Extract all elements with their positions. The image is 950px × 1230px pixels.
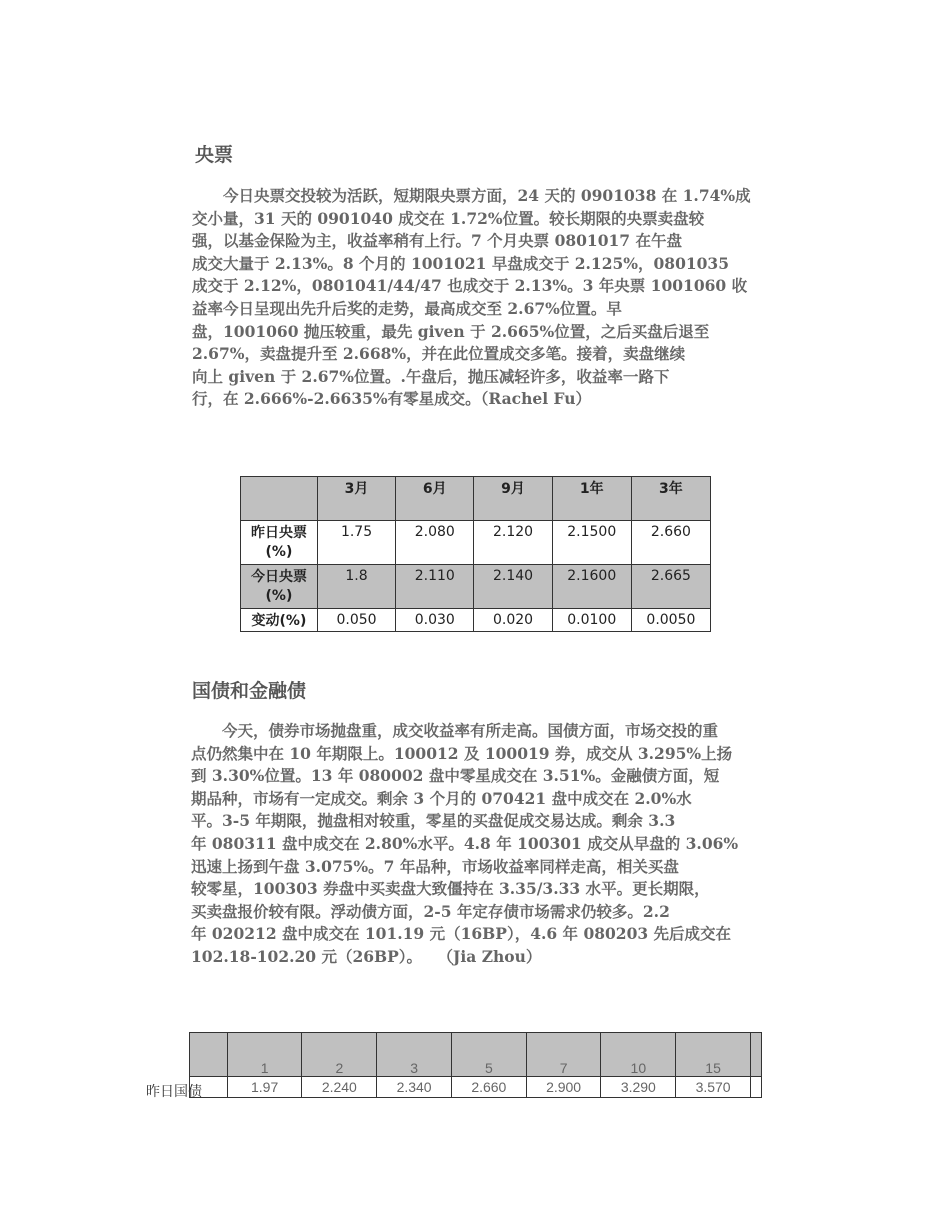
table-header-cell: 3 bbox=[377, 1033, 452, 1077]
paragraph-line: 期品种，市场有一定成交。剩余 3 个月的 070421 盘中成交在 2.0%水 bbox=[191, 788, 692, 808]
table-header-cell bbox=[750, 1033, 761, 1077]
table-cell: 1.97 bbox=[227, 1077, 302, 1098]
table-header-cell bbox=[241, 477, 318, 521]
treasury-yield-table bbox=[189, 1032, 762, 1098]
table-cell: 2.080 bbox=[396, 521, 474, 565]
paragraph-line: 成交于 2.12%，0801041/44/47 也成交于 2.13%。3 年央票 1001060 收 bbox=[192, 276, 748, 296]
paragraph-line: 强，以基金保险为主，收益率稍有上行。7 个月央票 0801017 在午盘 bbox=[192, 231, 682, 251]
paragraph-line: 迅速上扬到午盘 3.075%。7 年品种，市场收益率同样走高，相关买盘 bbox=[191, 856, 679, 876]
table-header-cell: 3年 bbox=[631, 477, 710, 521]
row-label: 昨日央票 (%) bbox=[241, 521, 318, 565]
table-cell: 0.0100 bbox=[552, 609, 631, 632]
paragraph-line: 到 3.30%位置。13 年 080002 盘中零星成交在 3.51%。金融债方面，短 bbox=[191, 766, 720, 786]
table-header-cell: 3月 bbox=[317, 477, 395, 521]
table-row bbox=[241, 521, 711, 565]
paragraph-line: 2.67%，卖盘提升至 2.668%，并在此位置成交多笔。接着，卖盘继续 bbox=[192, 344, 686, 364]
paragraph-line: 向上 given 于 2.67%位置。.午盘后，抛压减轻许多，收益率一路下 bbox=[192, 366, 670, 386]
table-header-row bbox=[190, 1033, 762, 1077]
table-cell: 2.660 bbox=[451, 1077, 526, 1098]
paragraph-line: 今日央票交投较为活跃，短期限央票方面，24 天的 0901038 在 1.74%成 bbox=[192, 186, 751, 205]
paragraph-line: 平。3-5 年期限，抛盘相对较重，零星的买盘促成交易达成。剩余 3.3 bbox=[191, 811, 676, 831]
table-cell: 2.110 bbox=[396, 565, 474, 609]
table-cell: 0.020 bbox=[474, 609, 552, 632]
treasury-bonds-paragraph bbox=[191, 720, 738, 969]
paragraph-line: 今天，债券市场抛盘重，成交收益率有所走高。国债方面，市场交投的重 bbox=[191, 721, 719, 740]
paragraph-line: 年 080311 盘中成交在 2.80%水平。4.8 年 100301 成交从早盘的 3.06% bbox=[191, 833, 739, 853]
table-cell: 2.1600 bbox=[552, 565, 631, 609]
table-cell bbox=[190, 1077, 228, 1098]
table-header-cell: 7 bbox=[526, 1033, 601, 1077]
table-header-cell: 10 bbox=[601, 1033, 676, 1077]
table-header-cell: 5 bbox=[451, 1033, 526, 1077]
table-cell: 2.1500 bbox=[552, 521, 631, 565]
table-header-row bbox=[241, 477, 711, 521]
table-cell: 2.660 bbox=[631, 521, 710, 565]
table-row bbox=[190, 1077, 762, 1098]
paragraph-line: 盘，1001060 抛压较重，最先 given 于 2.665%位置，之后买盘后退至 bbox=[192, 321, 710, 341]
table-cell: 2.140 bbox=[474, 565, 552, 609]
paragraph-line: 益率今日呈现出先升后奖的走势，最高成交至 2.67%位置。早 bbox=[192, 298, 622, 318]
table-cell: 0.030 bbox=[396, 609, 474, 632]
table-cell bbox=[750, 1077, 761, 1098]
central-bank-bills-paragraph bbox=[192, 185, 751, 411]
paragraph-line: 102.18-102.20 元（26BP）。 （Jia Zhou） bbox=[191, 946, 542, 966]
row-label: 变动(%) bbox=[241, 609, 318, 632]
table-cell: 2.900 bbox=[526, 1077, 601, 1098]
row-label-yesterday-treasury: 昨日国债 bbox=[146, 1084, 202, 1100]
paragraph-line: 交小量，31 天的 0901040 成交在 1.72%位置。较长期限的央票卖盘较 bbox=[192, 208, 705, 228]
table-header-cell: 1年 bbox=[552, 477, 631, 521]
table-header-cell: 2 bbox=[302, 1033, 377, 1077]
section-heading-central-bank-bills: 央票 bbox=[195, 144, 234, 166]
table-header-cell: 15 bbox=[676, 1033, 751, 1077]
table-cell: 0.050 bbox=[317, 609, 395, 632]
table-cell: 3.290 bbox=[601, 1077, 676, 1098]
central-bank-bill-yield-table bbox=[240, 476, 711, 632]
table-cell: 2.120 bbox=[474, 521, 552, 565]
table-header-cell: 6月 bbox=[396, 477, 474, 521]
paragraph-line: 年 020212 盘中成交在 101.19 元（16BP），4.6 年 080203 先后成交在 bbox=[191, 924, 732, 944]
paragraph-line: 成交大量于 2.13%。8 个月的 1001021 早盘成交于 2.125%，0801035 bbox=[192, 253, 729, 273]
table-header-cell bbox=[190, 1033, 228, 1077]
table-cell: 2.665 bbox=[631, 565, 710, 609]
paragraph-line: 较零星，100303 券盘中买卖盘大致僵持在 3.35/3.33 水平。更长期限， bbox=[191, 879, 710, 899]
paragraph-line: 行，在 2.666%-2.6635%有零星成交。（Rachel Fu） bbox=[192, 389, 592, 409]
row-label: 今日央票 (%) bbox=[241, 565, 318, 609]
table-cell: 1.8 bbox=[317, 565, 395, 609]
table-cell: 1.75 bbox=[317, 521, 395, 565]
paragraph-line: 买卖盘报价较有限。浮动债方面，2-5 年定存债市场需求仍较多。2.2 bbox=[191, 901, 670, 921]
table-row bbox=[241, 609, 711, 632]
table-cell: 0.0050 bbox=[631, 609, 710, 632]
table-cell: 2.240 bbox=[302, 1077, 377, 1098]
paragraph-line: 点仍然集中在 10 年期限上。100012 及 100019 券，成交从 3.295%上扬 bbox=[191, 743, 733, 763]
table-cell: 2.340 bbox=[377, 1077, 452, 1098]
table-row bbox=[241, 565, 711, 609]
section-heading-treasury-and-financial-bonds: 国债和金融债 bbox=[192, 680, 307, 702]
table-header-cell: 9月 bbox=[474, 477, 552, 521]
table-cell: 3.570 bbox=[676, 1077, 751, 1098]
table-header-cell: 1 bbox=[227, 1033, 302, 1077]
